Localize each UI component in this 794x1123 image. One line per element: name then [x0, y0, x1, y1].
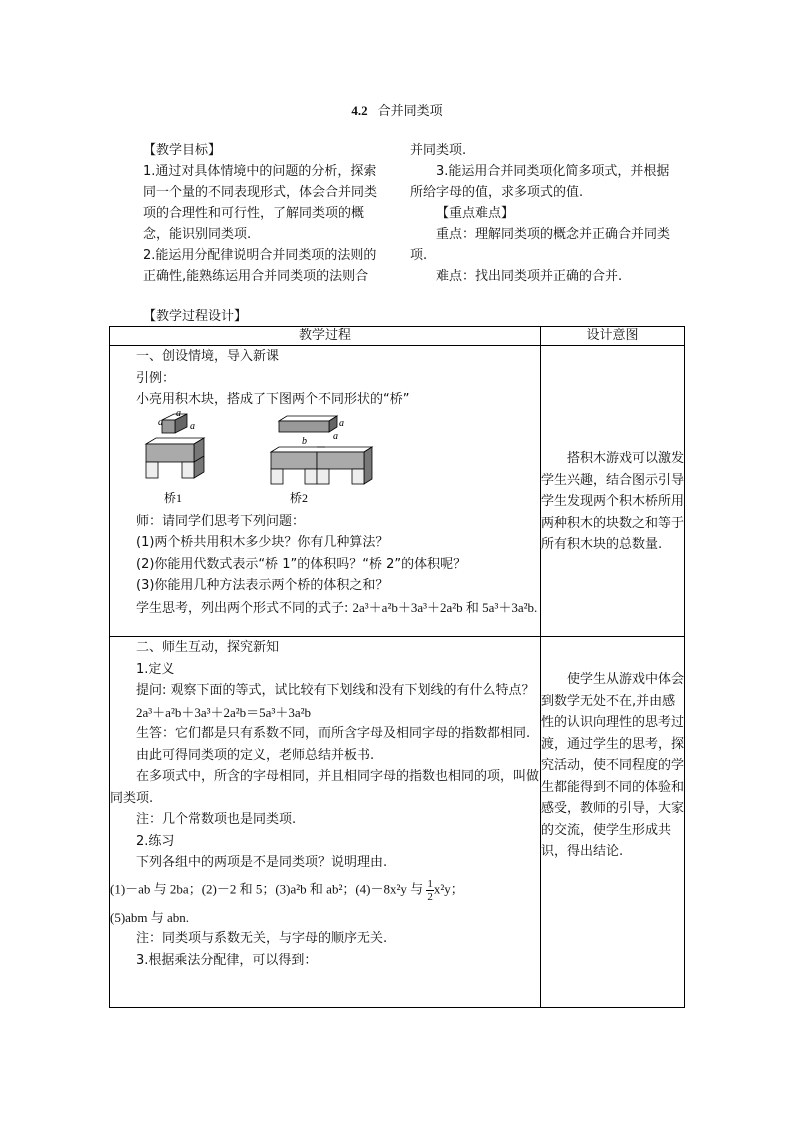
section2-sub2: 2.练习	[136, 833, 175, 849]
section1-title: 一、创设情境，导入新课	[136, 349, 280, 364]
col-header-intent: 设计意图	[541, 327, 685, 346]
section1-intent-cell	[541, 346, 685, 637]
label-a-4: a	[339, 417, 344, 429]
section1-intent: 搭积木游戏可以激发学生兴趣，结合图示引导学生发现两个积木桥所用两种积木的块数之和等于所有积木块的总数量.	[541, 451, 685, 552]
question-1: (1)两个桥共用积木多少块？你有几种算法？	[136, 535, 389, 550]
fraction-half	[426, 878, 434, 903]
objectives-left-column	[143, 140, 388, 287]
label-a-2: a	[176, 410, 181, 419]
section1-cell	[110, 346, 541, 637]
label-b: b	[302, 435, 307, 447]
section2-note2: 注：同类项与系数无关，与字母的顺序无关.	[136, 931, 388, 946]
bridge1-label: 桥1	[164, 490, 183, 505]
bridges-figure	[134, 411, 434, 511]
keypoints-heading: 【重点难点】	[436, 206, 515, 221]
key-point: 重点：理解同类项的概念并正确合并同类项.	[410, 227, 671, 263]
objectives-right-column	[410, 140, 678, 287]
label-a-3: a	[190, 420, 195, 432]
teacher-prompt: 师：请同学们思考下列问题：	[136, 513, 306, 529]
fraction-denominator: 2	[427, 890, 433, 903]
objectives-heading: 【教学目标】	[143, 143, 222, 158]
section2-title: 二、师生互动，探究新知	[136, 640, 280, 655]
section2-derive: 由此可得同类项的定义，老师总结并板书.	[136, 747, 375, 763]
section1-intro: 引例：	[136, 370, 176, 386]
section-number: 4.2	[351, 103, 368, 118]
exercise-item-5: (5)abm 与 abn.	[110, 909, 190, 925]
section2-exercise: 下列各组中的两项是不是同类项？说明理由.	[136, 855, 388, 870]
bridge2-label: 桥2	[290, 490, 309, 505]
section1-scenario: 小亮用积木块，搭成了下图两个不同形状的“桥”	[136, 392, 410, 407]
label-a-1: a	[158, 416, 163, 428]
section2-sub3: 3.根据乘法分配律，可以得到：	[136, 952, 318, 968]
fraction-numerator: 1	[427, 877, 433, 890]
section-title: 合并同类项	[377, 104, 443, 119]
section2-sub1: 1.定义	[136, 661, 175, 677]
section2-intent: 使学生从游戏中体会到数学无处不在,并由感性的认识向理性的思考过渡，通过学生的思考，探究活动，使不同程度的学生都能得到不同的体验和感受，教师的引导，大家的交流，使学生形成共识，得出结论.	[541, 672, 685, 859]
difficult-point: 难点：找出同类项并正确的合并.	[436, 269, 623, 284]
section2-note1: 注：几个常数项也是同类项.	[136, 812, 297, 827]
page-title	[0, 100, 794, 119]
objective-2-part2: 并同类项.	[410, 143, 467, 158]
process-heading: 【教学过程设计】	[143, 309, 248, 324]
bridge2-bar	[279, 416, 337, 432]
section2-question: 提问: 观察下面的等式，试比较有下划线和没有下划线的有什么特点？	[136, 683, 535, 698]
objective-3: 3.能运用合并同类项化简多项式，并根据所给字母的值，求多项式的值.	[410, 164, 670, 200]
exercise-items	[110, 878, 540, 903]
process-table	[109, 326, 685, 1008]
section2-intent-cell	[541, 637, 685, 1008]
answer-math: 2a³＋a²b＋3a³＋2a²b 和 5a³＋3a²b.	[352, 599, 538, 615]
question-2: (2)你能用代数式表示“桥 1”的体积吗？“桥 2”的体积呢？	[136, 556, 467, 572]
label-a-5: a	[333, 430, 338, 442]
section2-equation: 2a³＋a²b＋3a³＋2a²b＝5a³＋3a²b	[136, 704, 312, 720]
objective-1: 1.通过对具体情境中的问题的分析，探索同一个量的不同表现形式，体会合并同类项的合理性和可行性，了解同类项的概念，能识别同类项.	[143, 164, 378, 242]
exercise-items-tail: x²y；	[433, 880, 464, 896]
exercise-items-text: (1)－ab 与 2ba；(2)－2 和 5；(3)a²b 和 ab²；(4)－8x²y 与	[110, 880, 427, 896]
question-3: (3)你能用几种方法表示两个桥的体积之和？	[136, 578, 389, 593]
bridge1-base	[146, 438, 204, 478]
student-answer	[110, 597, 540, 620]
section2-cell	[110, 637, 541, 1008]
col-header-process: 教学过程	[110, 327, 541, 346]
objective-2-part1: 2.能运用分配律说明合并同类项的法则的正确性,能熟练运用合并同类项的法则合	[143, 248, 377, 284]
bridge2-base	[271, 447, 372, 484]
section2-definition: 在多项式中，所含的字母相同，并且相同字母的指数也相同的项，叫做同类项.	[110, 769, 540, 806]
answer-prefix: 学生思考，列出两个形式不同的式子:	[136, 600, 353, 616]
section2-student-answer: 生答：它们都是只有系数不同，而所含字母及相同字母的指数都相同.	[136, 726, 531, 741]
bridge1-cube	[162, 414, 187, 433]
